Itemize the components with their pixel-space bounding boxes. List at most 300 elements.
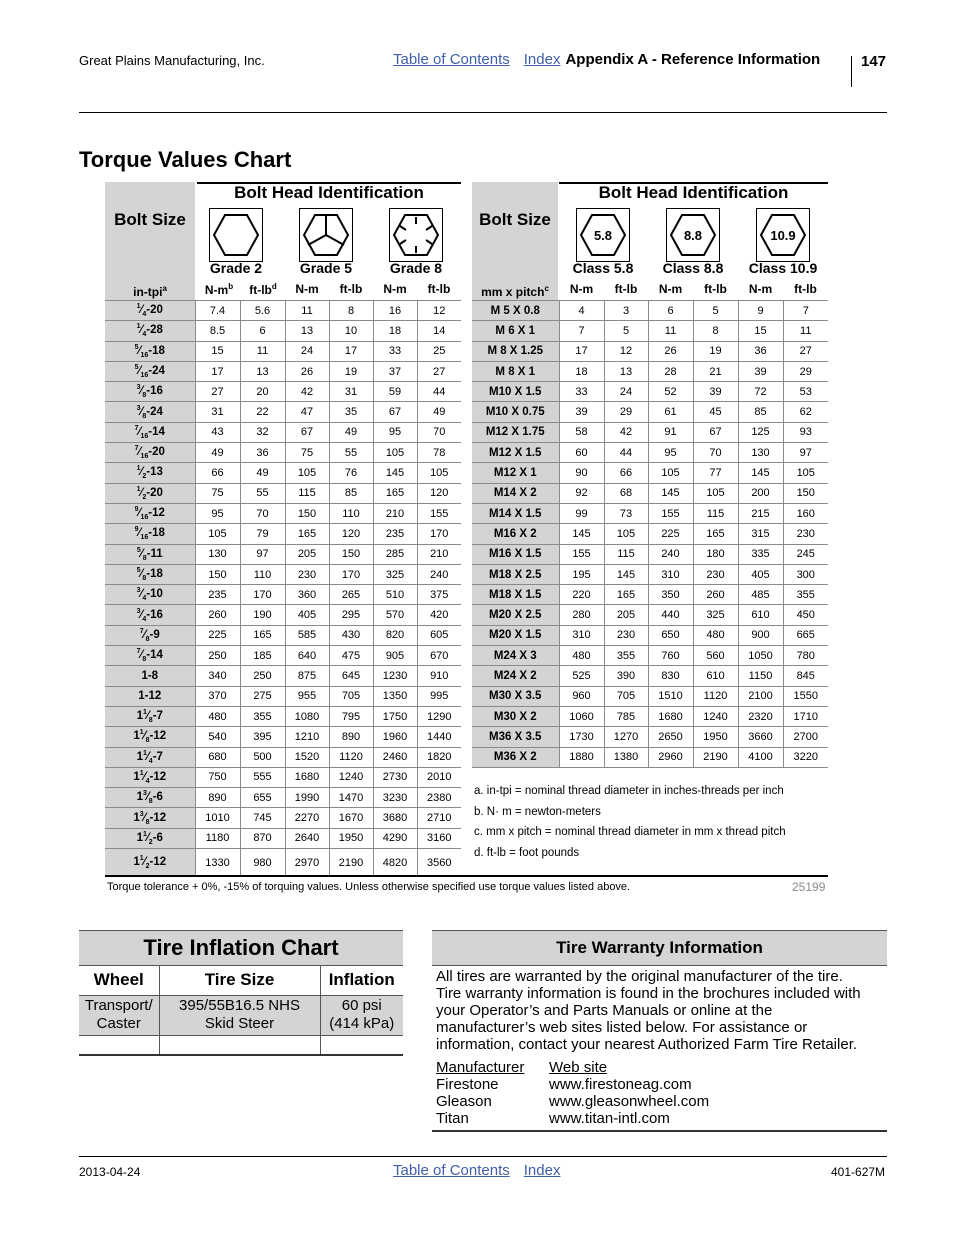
torque-value-cell: 5.6 bbox=[240, 301, 285, 321]
table-of-contents-link[interactable]: Table of Contents bbox=[393, 1162, 510, 1179]
torque-value-cell: 405 bbox=[738, 564, 783, 584]
bolt-size-cell: M18 X 2.5 bbox=[472, 564, 559, 584]
wheel-cell: Transport/ Caster bbox=[79, 995, 159, 1035]
torque-value-cell: 79 bbox=[240, 524, 285, 544]
bolt-size-cell: $^7⁄_8-9$ bbox=[105, 625, 195, 645]
torque-value-cell: 37 bbox=[373, 361, 417, 381]
table-row bbox=[105, 849, 461, 877]
bolt-size-cell: $^7⁄_{16}-20$ bbox=[105, 443, 195, 463]
torque-value-cell: 2710 bbox=[417, 808, 461, 828]
manufacturer-website: www.gleasonwheel.com bbox=[549, 1093, 710, 1110]
torque-value-cell: 405 bbox=[285, 605, 329, 625]
torque-value-cell: 785 bbox=[604, 706, 648, 726]
bolt-size-cell: M 8 X 1 bbox=[472, 361, 559, 381]
torque-value-cell: 43 bbox=[195, 422, 240, 442]
torque-value-cell: 60 bbox=[559, 443, 604, 463]
torque-value-cell: 155 bbox=[559, 544, 604, 564]
table-row bbox=[472, 524, 828, 544]
torque-value-cell: 200 bbox=[738, 483, 783, 503]
table-row bbox=[105, 301, 461, 321]
torque-value-cell: 15 bbox=[195, 341, 240, 361]
torque-value-cell: 205 bbox=[604, 605, 648, 625]
torque-value-cell: 27 bbox=[195, 382, 240, 402]
torque-value-cell: 665 bbox=[783, 625, 828, 645]
bolt-size-cell: M 6 X 1 bbox=[472, 321, 559, 341]
torque-value-cell: 67 bbox=[373, 402, 417, 422]
torque-value-cell: 540 bbox=[195, 727, 240, 747]
table-row bbox=[472, 341, 828, 361]
torque-value-cell: 4290 bbox=[373, 828, 417, 848]
warranty-bottom-rule bbox=[432, 1130, 887, 1132]
torque-value-cell: 645 bbox=[329, 666, 373, 686]
torque-value-cell: 12 bbox=[417, 301, 461, 321]
torque-value-cell: 29 bbox=[604, 402, 648, 422]
bolt-size-cell: $1^1⁄_8-12$ bbox=[105, 727, 195, 747]
torque-value-cell: 2700 bbox=[783, 727, 828, 747]
index-link[interactable]: Index bbox=[523, 51, 561, 68]
metric-column-headers bbox=[559, 280, 828, 300]
torque-value-cell: 910 bbox=[417, 666, 461, 686]
torque-value-cell: 25 bbox=[417, 341, 461, 361]
table-row bbox=[105, 747, 461, 767]
table-row bbox=[472, 503, 828, 523]
torque-value-cell: 36 bbox=[240, 443, 285, 463]
torque-value-cell: 1990 bbox=[285, 788, 329, 808]
torque-value-cell: 2460 bbox=[373, 747, 417, 767]
torque-value-cell: 3680 bbox=[373, 808, 417, 828]
torque-value-cell: 11 bbox=[648, 321, 693, 341]
bolt-size-cell: $^1⁄_4-28$ bbox=[105, 321, 195, 341]
torque-value-cell: 355 bbox=[783, 585, 828, 605]
torque-value-cell: 93 bbox=[783, 422, 828, 442]
torque-value-cell: 355 bbox=[604, 646, 648, 666]
torque-value-cell: 995 bbox=[417, 686, 461, 706]
torque-value-cell: 11 bbox=[285, 301, 329, 321]
torque-value-cell: 325 bbox=[373, 564, 417, 584]
bolt-size-cell: $^5⁄_8-18$ bbox=[105, 564, 195, 584]
torque-value-cell: 1820 bbox=[417, 747, 461, 767]
torque-value-cell: 165 bbox=[693, 524, 738, 544]
bolt-size-cell: M12 X 1 bbox=[472, 463, 559, 483]
torque-value-cell: 1230 bbox=[373, 666, 417, 686]
torque-value-cell: 105 bbox=[373, 443, 417, 463]
bolt-size-cell: M36 X 3.5 bbox=[472, 727, 559, 747]
torque-value-cell: 315 bbox=[738, 524, 783, 544]
bolt-size-cell: $^5⁄_{16}-18$ bbox=[105, 341, 195, 361]
bolt-size-cell: M20 X 2.5 bbox=[472, 605, 559, 625]
torque-value-cell: 13 bbox=[604, 361, 648, 381]
torque-value-cell: 1210 bbox=[285, 727, 329, 747]
torque-value-cell: 2380 bbox=[417, 788, 461, 808]
table-row bbox=[472, 646, 828, 666]
torque-value-cell: 19 bbox=[693, 341, 738, 361]
torque-value-cell: 8.5 bbox=[195, 321, 240, 341]
torque-value-cell: 475 bbox=[329, 646, 373, 666]
torque-value-cell: 76 bbox=[329, 463, 373, 483]
col-header-ftlb: ft-lb bbox=[794, 282, 817, 296]
torque-value-cell: 1470 bbox=[329, 788, 373, 808]
bolt-size-label: Bolt Size bbox=[114, 210, 186, 229]
torque-value-cell: 66 bbox=[195, 463, 240, 483]
torque-value-cell: 17 bbox=[195, 361, 240, 381]
torque-value-cell: 26 bbox=[285, 361, 329, 381]
torque-tolerance-note: Torque tolerance + 0%, -15% of torquing values. Unless otherwise specified use torque values listed above. bbox=[107, 881, 631, 893]
torque-value-cell: 66 bbox=[604, 463, 648, 483]
torque-value-cell: 420 bbox=[417, 605, 461, 625]
bolt-size-label: Bolt Size bbox=[479, 210, 551, 229]
manufacturer-name: Titan bbox=[436, 1110, 469, 1127]
torque-value-cell: 36 bbox=[738, 341, 783, 361]
torque-value-cell: 45 bbox=[693, 402, 738, 422]
torque-chart-title: Torque Values Chart bbox=[79, 147, 292, 172]
torque-value-cell: 170 bbox=[417, 524, 461, 544]
class-8-8-icon-text: 8.8 bbox=[683, 228, 703, 243]
torque-value-cell: 28 bbox=[648, 361, 693, 381]
bolt-size-cell: $^5⁄_{16}-24$ bbox=[105, 361, 195, 381]
torque-value-cell: 350 bbox=[648, 585, 693, 605]
warranty-line: manufacturer’s web sites listed below. For assistance or bbox=[436, 1019, 808, 1036]
mm-pitch-label: mm x pitch$^c$ bbox=[481, 284, 549, 299]
torque-value-cell: 67 bbox=[285, 422, 329, 442]
torque-value-cell: 1120 bbox=[693, 686, 738, 706]
torque-value-cell: 95 bbox=[195, 503, 240, 523]
torque-value-cell: 20 bbox=[240, 382, 285, 402]
torque-value-cell: 13 bbox=[285, 321, 329, 341]
torque-value-cell: 67 bbox=[693, 422, 738, 442]
torque-value-cell: 845 bbox=[783, 666, 828, 686]
torque-value-cell: 295 bbox=[329, 605, 373, 625]
footnote-a: a. in-tpi = nominal thread diameter in inches-threads per inch bbox=[474, 785, 784, 797]
bolt-head-identification-label: Bolt Head Identification bbox=[234, 183, 424, 202]
torque-value-cell: 1350 bbox=[373, 686, 417, 706]
torque-value-cell: 750 bbox=[195, 767, 240, 787]
torque-value-cell: 4820 bbox=[373, 849, 417, 877]
torque-value-cell: 165 bbox=[285, 524, 329, 544]
torque-value-cell: 68 bbox=[604, 483, 648, 503]
torque-value-cell: 4 bbox=[559, 301, 604, 321]
torque-value-cell: 105 bbox=[648, 463, 693, 483]
table-row bbox=[105, 503, 461, 523]
col-header-nm: N-m bbox=[383, 282, 407, 296]
torque-value-cell: 2960 bbox=[648, 747, 693, 767]
torque-value-cell: 145 bbox=[738, 463, 783, 483]
torque-value-cell: 165 bbox=[240, 625, 285, 645]
torque-value-cell: 265 bbox=[329, 585, 373, 605]
torque-value-cell: 955 bbox=[285, 686, 329, 706]
torque-value-cell: 830 bbox=[648, 666, 693, 686]
table-row bbox=[472, 686, 828, 706]
tire-size-cell: 395/55B16.5 NHS Skid Steer bbox=[159, 995, 320, 1035]
bolt-size-cell: 1-8 bbox=[105, 666, 195, 686]
section-title: Appendix A - Reference Information bbox=[565, 51, 821, 68]
torque-value-cell: 180 bbox=[693, 544, 738, 564]
footer-date: 2013-04-24 bbox=[79, 1165, 141, 1179]
torque-value-cell: 24 bbox=[604, 382, 648, 402]
torque-value-cell: 130 bbox=[195, 544, 240, 564]
torque-value-cell: 35 bbox=[329, 402, 373, 422]
torque-value-cell: 745 bbox=[240, 808, 285, 828]
torque-value-cell: 19 bbox=[329, 361, 373, 381]
torque-value-cell: 39 bbox=[693, 382, 738, 402]
torque-value-cell: 480 bbox=[195, 706, 240, 726]
torque-value-cell: 335 bbox=[738, 544, 783, 564]
torque-value-cell: 120 bbox=[329, 524, 373, 544]
torque-value-cell: 70 bbox=[240, 503, 285, 523]
metric-torque-table bbox=[472, 300, 828, 768]
bolt-size-cell: M12 X 1.5 bbox=[472, 443, 559, 463]
inch-torque-table bbox=[105, 300, 461, 877]
torque-value-cell: 1960 bbox=[373, 727, 417, 747]
torque-value-cell: 300 bbox=[783, 564, 828, 584]
table-of-contents-link[interactable]: Table of Contents bbox=[393, 51, 510, 68]
torque-value-cell: 2010 bbox=[417, 767, 461, 787]
tire-warranty-body bbox=[436, 968, 886, 1053]
torque-value-cell: 220 bbox=[559, 585, 604, 605]
torque-value-cell: 22 bbox=[240, 402, 285, 422]
torque-value-cell: 1710 bbox=[783, 706, 828, 726]
torque-value-cell: 105 bbox=[783, 463, 828, 483]
torque-value-cell: 1730 bbox=[559, 727, 604, 747]
torque-value-cell: 1180 bbox=[195, 828, 240, 848]
torque-value-cell: 130 bbox=[738, 443, 783, 463]
class-10-9-icon-text: 10.9 bbox=[770, 228, 796, 243]
manufacturer-website: www.titan-intl.com bbox=[549, 1110, 670, 1127]
torque-value-cell: 7.4 bbox=[195, 301, 240, 321]
torque-value-cell: 820 bbox=[373, 625, 417, 645]
torque-value-cell: 890 bbox=[329, 727, 373, 747]
torque-value-cell: 230 bbox=[783, 524, 828, 544]
torque-value-cell: 360 bbox=[285, 585, 329, 605]
torque-value-cell: 42 bbox=[285, 382, 329, 402]
torque-value-cell: 125 bbox=[738, 422, 783, 442]
bolt-size-cell: $^3⁄_8-24$ bbox=[105, 402, 195, 422]
torque-value-cell: 1150 bbox=[738, 666, 783, 686]
torque-value-cell: 2640 bbox=[285, 828, 329, 848]
class-10-9-bolt-head-icon bbox=[756, 208, 810, 262]
torque-value-cell: 670 bbox=[417, 646, 461, 666]
torque-value-cell: 205 bbox=[285, 544, 329, 564]
bolt-size-cell: $^9⁄_{16}-12$ bbox=[105, 503, 195, 523]
torque-value-cell: 155 bbox=[417, 503, 461, 523]
torque-value-cell: 3220 bbox=[783, 747, 828, 767]
torque-value-cell: 1950 bbox=[693, 727, 738, 747]
warranty-line: All tires are warranted by the original manufacturer of the tire. bbox=[436, 968, 843, 985]
table-row bbox=[105, 483, 461, 503]
torque-value-cell: 110 bbox=[240, 564, 285, 584]
tire-inflation-title: Tire Inflation Chart bbox=[79, 930, 403, 966]
torque-value-cell: 97 bbox=[240, 544, 285, 564]
in-tpi-label: in-tpi$^a$ bbox=[133, 284, 167, 299]
torque-value-cell: 1550 bbox=[783, 686, 828, 706]
torque-value-cell: 52 bbox=[648, 382, 693, 402]
torque-value-cell: 85 bbox=[329, 483, 373, 503]
grade-2-bolt-head-icon bbox=[209, 208, 263, 262]
torque-value-cell: 225 bbox=[648, 524, 693, 544]
torque-value-cell: 510 bbox=[373, 585, 417, 605]
torque-value-cell: 325 bbox=[693, 605, 738, 625]
table-row bbox=[79, 995, 403, 1035]
footnote-d: d. ft-lb = foot pounds bbox=[474, 846, 580, 859]
torque-value-cell: 250 bbox=[240, 666, 285, 686]
table-row bbox=[105, 402, 461, 422]
table-row bbox=[105, 422, 461, 442]
bolt-size-cell: M30 X 3.5 bbox=[472, 686, 559, 706]
torque-value-cell: 610 bbox=[693, 666, 738, 686]
bolt-size-cell: $1^3⁄_8-6$ bbox=[105, 788, 195, 808]
table-row bbox=[105, 828, 461, 848]
table-row bbox=[105, 585, 461, 605]
torque-value-cell: 3560 bbox=[417, 849, 461, 877]
torque-value-cell: 49 bbox=[195, 443, 240, 463]
table-row bbox=[105, 341, 461, 361]
torque-value-cell: 210 bbox=[417, 544, 461, 564]
torque-value-cell: 275 bbox=[240, 686, 285, 706]
torque-value-cell: 340 bbox=[195, 666, 240, 686]
table-row bbox=[472, 402, 828, 422]
torque-value-cell: 190 bbox=[240, 605, 285, 625]
tire-inflation-table bbox=[79, 966, 403, 1056]
torque-value-cell: 165 bbox=[604, 585, 648, 605]
torque-value-cell: 195 bbox=[559, 564, 604, 584]
torque-value-cell: 5 bbox=[604, 321, 648, 341]
torque-value-cell: 145 bbox=[648, 483, 693, 503]
torque-value-cell: 210 bbox=[373, 503, 417, 523]
grade-8-bolt-head-icon bbox=[389, 208, 443, 262]
col-header-ftlb: ft-lb bbox=[339, 282, 363, 296]
torque-value-cell: 555 bbox=[240, 767, 285, 787]
class-8-8-label: Class 8.8 bbox=[662, 260, 724, 276]
torque-value-cell: 450 bbox=[783, 605, 828, 625]
torque-value-cell: 59 bbox=[373, 382, 417, 402]
bolt-size-cell: $1^1⁄_2-6$ bbox=[105, 828, 195, 848]
warranty-line: information, contact your nearest Authorized Farm Tire Retailer. bbox=[436, 1036, 858, 1053]
torque-value-cell: 1060 bbox=[559, 706, 604, 726]
class-8-8-bolt-head-icon bbox=[666, 208, 720, 262]
torque-value-cell: 62 bbox=[783, 402, 828, 422]
torque-value-cell: 11 bbox=[783, 321, 828, 341]
bolt-size-cell: $1^1⁄_8-7$ bbox=[105, 706, 195, 726]
torque-value-cell: 1520 bbox=[285, 747, 329, 767]
table-row bbox=[105, 605, 461, 625]
torque-value-cell: 705 bbox=[604, 686, 648, 706]
torque-value-cell: 17 bbox=[329, 341, 373, 361]
inch-column-headers bbox=[197, 280, 461, 300]
grade-2-label: Grade 2 bbox=[209, 260, 263, 276]
torque-value-cell: 2730 bbox=[373, 767, 417, 787]
table-row bbox=[105, 686, 461, 706]
table-row bbox=[472, 301, 828, 321]
torque-value-cell: 170 bbox=[240, 585, 285, 605]
torque-bottom-rule bbox=[105, 875, 828, 877]
torque-value-cell: 90 bbox=[559, 463, 604, 483]
torque-value-cell: 155 bbox=[648, 503, 693, 523]
torque-value-cell: 260 bbox=[693, 585, 738, 605]
company-name: Great Plains Manufacturing, Inc. bbox=[79, 53, 265, 68]
torque-value-cell: 150 bbox=[783, 483, 828, 503]
table-row-empty bbox=[79, 1035, 403, 1055]
torque-value-cell: 12 bbox=[604, 341, 648, 361]
torque-value-cell: 1670 bbox=[329, 808, 373, 828]
torque-value-cell: 95 bbox=[648, 443, 693, 463]
manufacturer-name: Gleason bbox=[436, 1093, 492, 1110]
torque-value-cell: 3 bbox=[604, 301, 648, 321]
manufacturer-name: Firestone bbox=[436, 1076, 499, 1093]
bolt-size-cell: $^3⁄_4-10$ bbox=[105, 585, 195, 605]
table-row bbox=[472, 706, 828, 726]
bolt-size-cell: $^5⁄_8-11$ bbox=[105, 544, 195, 564]
torque-value-cell: 49 bbox=[329, 422, 373, 442]
torque-value-cell: 480 bbox=[559, 646, 604, 666]
bolt-size-cell: M 8 X 1.25 bbox=[472, 341, 559, 361]
torque-value-cell: 3660 bbox=[738, 727, 783, 747]
torque-value-cell: 32 bbox=[240, 422, 285, 442]
torque-value-cell: 6 bbox=[240, 321, 285, 341]
bolt-size-cell: $1^1⁄_4-7$ bbox=[105, 747, 195, 767]
torque-value-cell: 55 bbox=[240, 483, 285, 503]
torque-value-cell: 280 bbox=[559, 605, 604, 625]
torque-value-cell: 4100 bbox=[738, 747, 783, 767]
torque-value-cell: 39 bbox=[559, 402, 604, 422]
torque-value-cell: 105 bbox=[417, 463, 461, 483]
inch-table-header bbox=[105, 182, 461, 300]
table-row bbox=[472, 321, 828, 341]
bolt-size-cell: M12 X 1.75 bbox=[472, 422, 559, 442]
torque-value-cell: 1440 bbox=[417, 727, 461, 747]
table-row bbox=[472, 605, 828, 625]
torque-value-cell: 1240 bbox=[329, 767, 373, 787]
torque-value-cell: 1510 bbox=[648, 686, 693, 706]
bolt-size-cell: M14 X 1.5 bbox=[472, 503, 559, 523]
bolt-size-cell: $^3⁄_4-16$ bbox=[105, 605, 195, 625]
torque-value-cell: 10 bbox=[329, 321, 373, 341]
torque-value-cell: 105 bbox=[195, 524, 240, 544]
torque-value-cell: 585 bbox=[285, 625, 329, 645]
torque-value-cell: 870 bbox=[240, 828, 285, 848]
torque-value-cell: 605 bbox=[417, 625, 461, 645]
table-row bbox=[105, 524, 461, 544]
torque-value-cell: 1120 bbox=[329, 747, 373, 767]
table-row bbox=[105, 625, 461, 645]
torque-value-cell: 560 bbox=[693, 646, 738, 666]
footnote-c: c. mm x pitch = nominal thread diameter in mm x thread pitch bbox=[474, 826, 786, 838]
torque-value-cell: 310 bbox=[648, 564, 693, 584]
torque-value-cell: 13 bbox=[240, 361, 285, 381]
torque-value-cell: 440 bbox=[648, 605, 693, 625]
header-nav bbox=[393, 51, 820, 68]
torque-value-cell: 655 bbox=[240, 788, 285, 808]
torque-value-cell: 9 bbox=[738, 301, 783, 321]
torque-value-cell: 905 bbox=[373, 646, 417, 666]
bolt-size-cell: M10 X 0.75 bbox=[472, 402, 559, 422]
torque-value-cell: 1880 bbox=[559, 747, 604, 767]
torque-value-cell: 42 bbox=[604, 422, 648, 442]
torque-value-cell: 75 bbox=[285, 443, 329, 463]
header-rule bbox=[79, 112, 887, 113]
table-row bbox=[472, 463, 828, 483]
col-header-nm: N-m bbox=[569, 282, 594, 296]
torque-value-cell: 145 bbox=[559, 524, 604, 544]
torque-value-cell: 485 bbox=[738, 585, 783, 605]
torque-value-cell: 240 bbox=[648, 544, 693, 564]
torque-value-cell: 160 bbox=[783, 503, 828, 523]
bolt-size-cell: $1^1⁄_4-12$ bbox=[105, 767, 195, 787]
torque-value-cell: 55 bbox=[329, 443, 373, 463]
torque-value-cell: 73 bbox=[604, 503, 648, 523]
torque-value-cell: 240 bbox=[417, 564, 461, 584]
index-link[interactable]: Index bbox=[523, 1162, 561, 1179]
torque-footnotes bbox=[474, 785, 834, 867]
grade-5-label: Grade 5 bbox=[299, 260, 353, 276]
